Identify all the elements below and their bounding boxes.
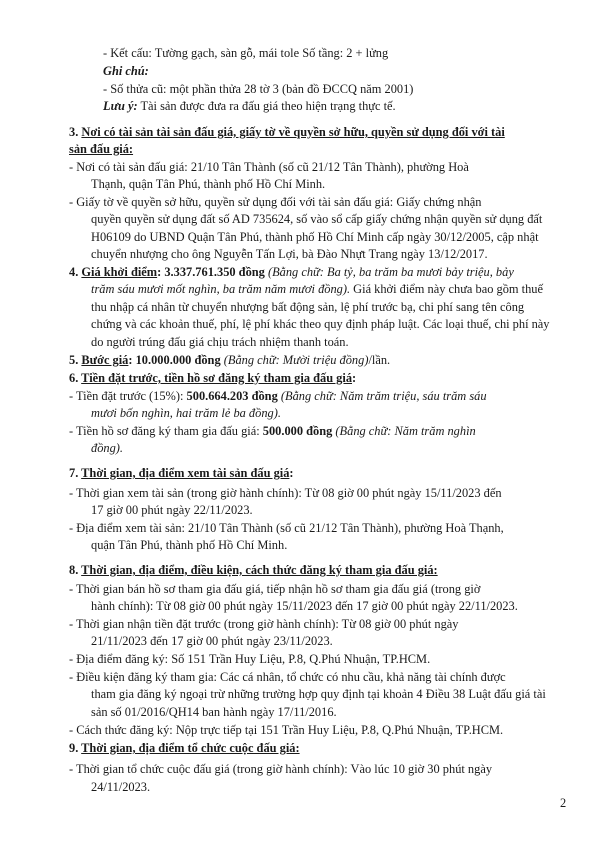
text-line [69,486,502,501]
text-segment: Nơi có tài sản tài sản đấu giá, giấy tờ về quyền sở hữu, quyền sử dụng đối với tài [81,125,505,139]
text-segment: 5. [69,353,82,367]
text-segment: - Địa điểm đăng ký: Số 151 Trần Huy Liệu, P.8, Q.Phú Nhuận, TP.HCM. [69,652,431,666]
text-segment: mươi bốn nghìn, hai trăm lẻ ba đồng). [91,406,281,420]
text-line [69,142,133,157]
text-segment: 21/11/2023 đến 17 giờ 00 phút ngày 23/11/2023. [91,634,333,648]
text-segment: 500.000 đồng [262,424,333,438]
text-segment: 4. [69,265,82,279]
text-line [69,652,430,667]
text-segment: (Bằng chữ: Mười triệu đồng) [223,353,369,367]
text-segment: Thời gian, địa điểm, điều kiện, cách thức đăng ký tham gia đấu giá: [81,563,438,577]
text-segment: - Cách thức đăng ký: Nộp trực tiếp tại 151 Trần Huy Liệu, P.8, Q.Phú Nhuận, TP.HCM. [69,723,504,737]
text-line [91,599,518,614]
text-segment: Thạnh, quận Tân Phú, thành phố Hồ Chí Minh. [91,177,326,191]
text-line [91,177,325,192]
text-line [69,466,294,481]
text-line [91,634,333,649]
text-segment: 9. [69,741,82,755]
text-segment: tham gia đăng ký ngoại trừ những trường hợp quy định tại khoản 4 Điều 38 Luật đấu giá tài [91,687,546,701]
text-line [91,282,543,297]
text-segment: Bước giá [81,353,129,367]
text-segment: quận Tân Phú, thành phố Hồ Chí Minh. [91,538,288,552]
text-segment: - Kết cấu: Tường gạch, sàn gỗ, mái tole Số tầng: 2 + lửng [103,46,389,60]
text-segment: - Thời gian nhận tiền đặt trước (trong giờ hành chính): Từ 08 giờ 00 phút ngày [69,617,459,631]
text-line [69,265,514,280]
text-line [91,230,539,245]
text-segment: - Thời gian bán hồ sơ tham gia đấu giá, tiếp nhận hồ sơ tham gia đấu giá (trong giờ [69,582,481,596]
text-segment: 500.664.203 đồng [186,389,278,403]
text-segment: (Bằng chữ: Ba tỷ, ba trăm ba mươi bảy triệu, bảy [267,265,514,279]
text-line [69,424,476,439]
text-segment: - Điều kiện đăng ký tham gia: Các cá nhân, tổ chức có nhu cầu, khả năng tài chính được [69,670,506,684]
text-segment: - Giấy tờ về quyền sở hữu, quyền sử dụng đối với tài sản đấu giá: Giấy chứng nhận [69,195,482,209]
text-segment: 8. [69,563,82,577]
text-segment: chuyển nhượng cho ông Nguyễn Tấn Lợi, bà Đào Nhựt Trang ngày 13/12/2017. [91,247,488,261]
text-line [91,441,123,456]
text-line [103,99,396,114]
text-line [103,64,149,79]
text-segment: - Số thửa cũ: một phần thửa 28 tờ 3 (bản đồ ĐCCQ năm 2001) [103,82,414,96]
text-line [91,687,546,702]
text-line [91,780,150,795]
text-line [69,723,503,738]
page-number: 2 [560,796,567,810]
text-segment: chứng và các khoản thuế, phí, lệ phí khác theo quy định pháp luật. Các loại thuế, chi phí này [91,317,550,331]
text-segment: sản đấu giá: [69,142,134,156]
text-segment: /lần. [368,353,391,367]
text-segment: thu nhập cá nhân từ chuyển nhượng bất động sản, lệ phí trước bạ, chi phí sang tên công [91,300,525,314]
text-segment: Thời gian, địa điểm tổ chức cuộc đấu giá: [81,741,300,755]
text-line [91,247,488,262]
text-line [69,762,492,777]
text-line [69,353,390,368]
text-segment: - Địa điểm xem tài sản: 21/10 Tân Thành (số cũ 21/12 Tân Thành), phường Hoà Thạnh, [69,521,504,535]
text-segment: 17 giờ 00 phút ngày 22/11/2023. [91,503,253,517]
text-line [69,617,459,632]
text-segment: (Bằng chữ: Năm trăm nghìn [332,424,476,438]
text-line [91,503,253,518]
text-line [91,538,287,553]
text-segment: : [289,466,294,480]
text-segment: H06109 do UBND Quận Tân Phú, thành phố Hồ Chí Minh cấp ngày 30/12/2005, cập nhật [91,230,539,244]
text-line [69,160,469,175]
text-segment: 24/11/2023. [91,780,151,794]
text-line [69,195,482,210]
text-line [91,335,349,350]
text-segment: sản số 01/2016/QH14 ban hành ngày 17/11/2016. [91,705,337,719]
text-segment: do người trúng đấu giá chịu trách nhiệm thanh toán. [91,335,349,349]
text-segment: - Thời gian tổ chức cuộc đấu giá (trong giờ hành chính): Vào lúc 10 giờ 30 phút ngày [69,762,493,776]
text-segment: - Tiền đặt trước (15%): [69,389,187,403]
text-line [91,317,550,332]
text-line [69,670,506,685]
text-segment: 6. [69,371,82,385]
text-line [69,125,505,140]
text-segment: đồng). [91,441,124,455]
text-segment: Giá khởi điểm này chưa bao gồm thuế [350,282,543,296]
text-segment: : [352,371,357,385]
text-line [91,705,337,720]
text-line [69,563,438,578]
text-segment: Lưu ý: [103,99,138,113]
text-segment: Tiền đặt trước, tiền hồ sơ đăng ký tham gia đấu giá [81,371,353,385]
text-line [103,46,388,61]
text-segment: Tài sản được đưa ra đấu giá theo hiện trạng thực tế. [137,99,396,113]
text-segment: trăm sáu mươi mốt nghìn, ba trăm năm mươi đồng). [91,282,351,296]
text-segment: - Thời gian xem tài sản (trong giờ hành chính): Từ 08 giờ 00 phút ngày 15/11/2023 đến [69,486,502,500]
text-segment: - Nơi có tài sản đấu giá: 21/10 Tân Thành (số cũ 21/12 Tân Thành), phường Hoà [69,160,469,174]
text-segment: : 3.337.761.350 đồng [157,265,268,279]
text-line [103,82,413,97]
text-segment: 3. [69,125,82,139]
text-segment: quyền quyền sử dụng đất số AD 735624, số vào sổ cấp giấy chứng nhận quyền sử dụng đất [91,212,543,226]
text-line [69,389,487,404]
text-line [69,371,356,386]
text-line [91,406,281,421]
text-line [69,741,300,756]
text-line [91,212,542,227]
text-line [69,521,504,536]
text-segment: 7. [69,466,82,480]
text-segment: Ghi chú: [103,64,149,78]
text-segment: - Tiền hồ sơ đăng ký tham gia đấu giá: [69,424,263,438]
text-segment: (Bằng chữ: Năm trăm triệu, sáu trăm sáu [277,389,487,403]
text-line [91,300,524,315]
text-line [69,582,480,597]
text-segment: Thời gian, địa điểm xem tài sản đấu giá [81,466,290,480]
text-segment: hành chính): Từ 08 giờ 00 phút ngày 15/11/2023 đến 17 giờ 00 phút ngày 22/11/2023. [91,599,518,613]
text-segment: Giá khởi điểm [81,265,158,279]
text-segment: : 10.000.000 đồng [128,353,224,367]
